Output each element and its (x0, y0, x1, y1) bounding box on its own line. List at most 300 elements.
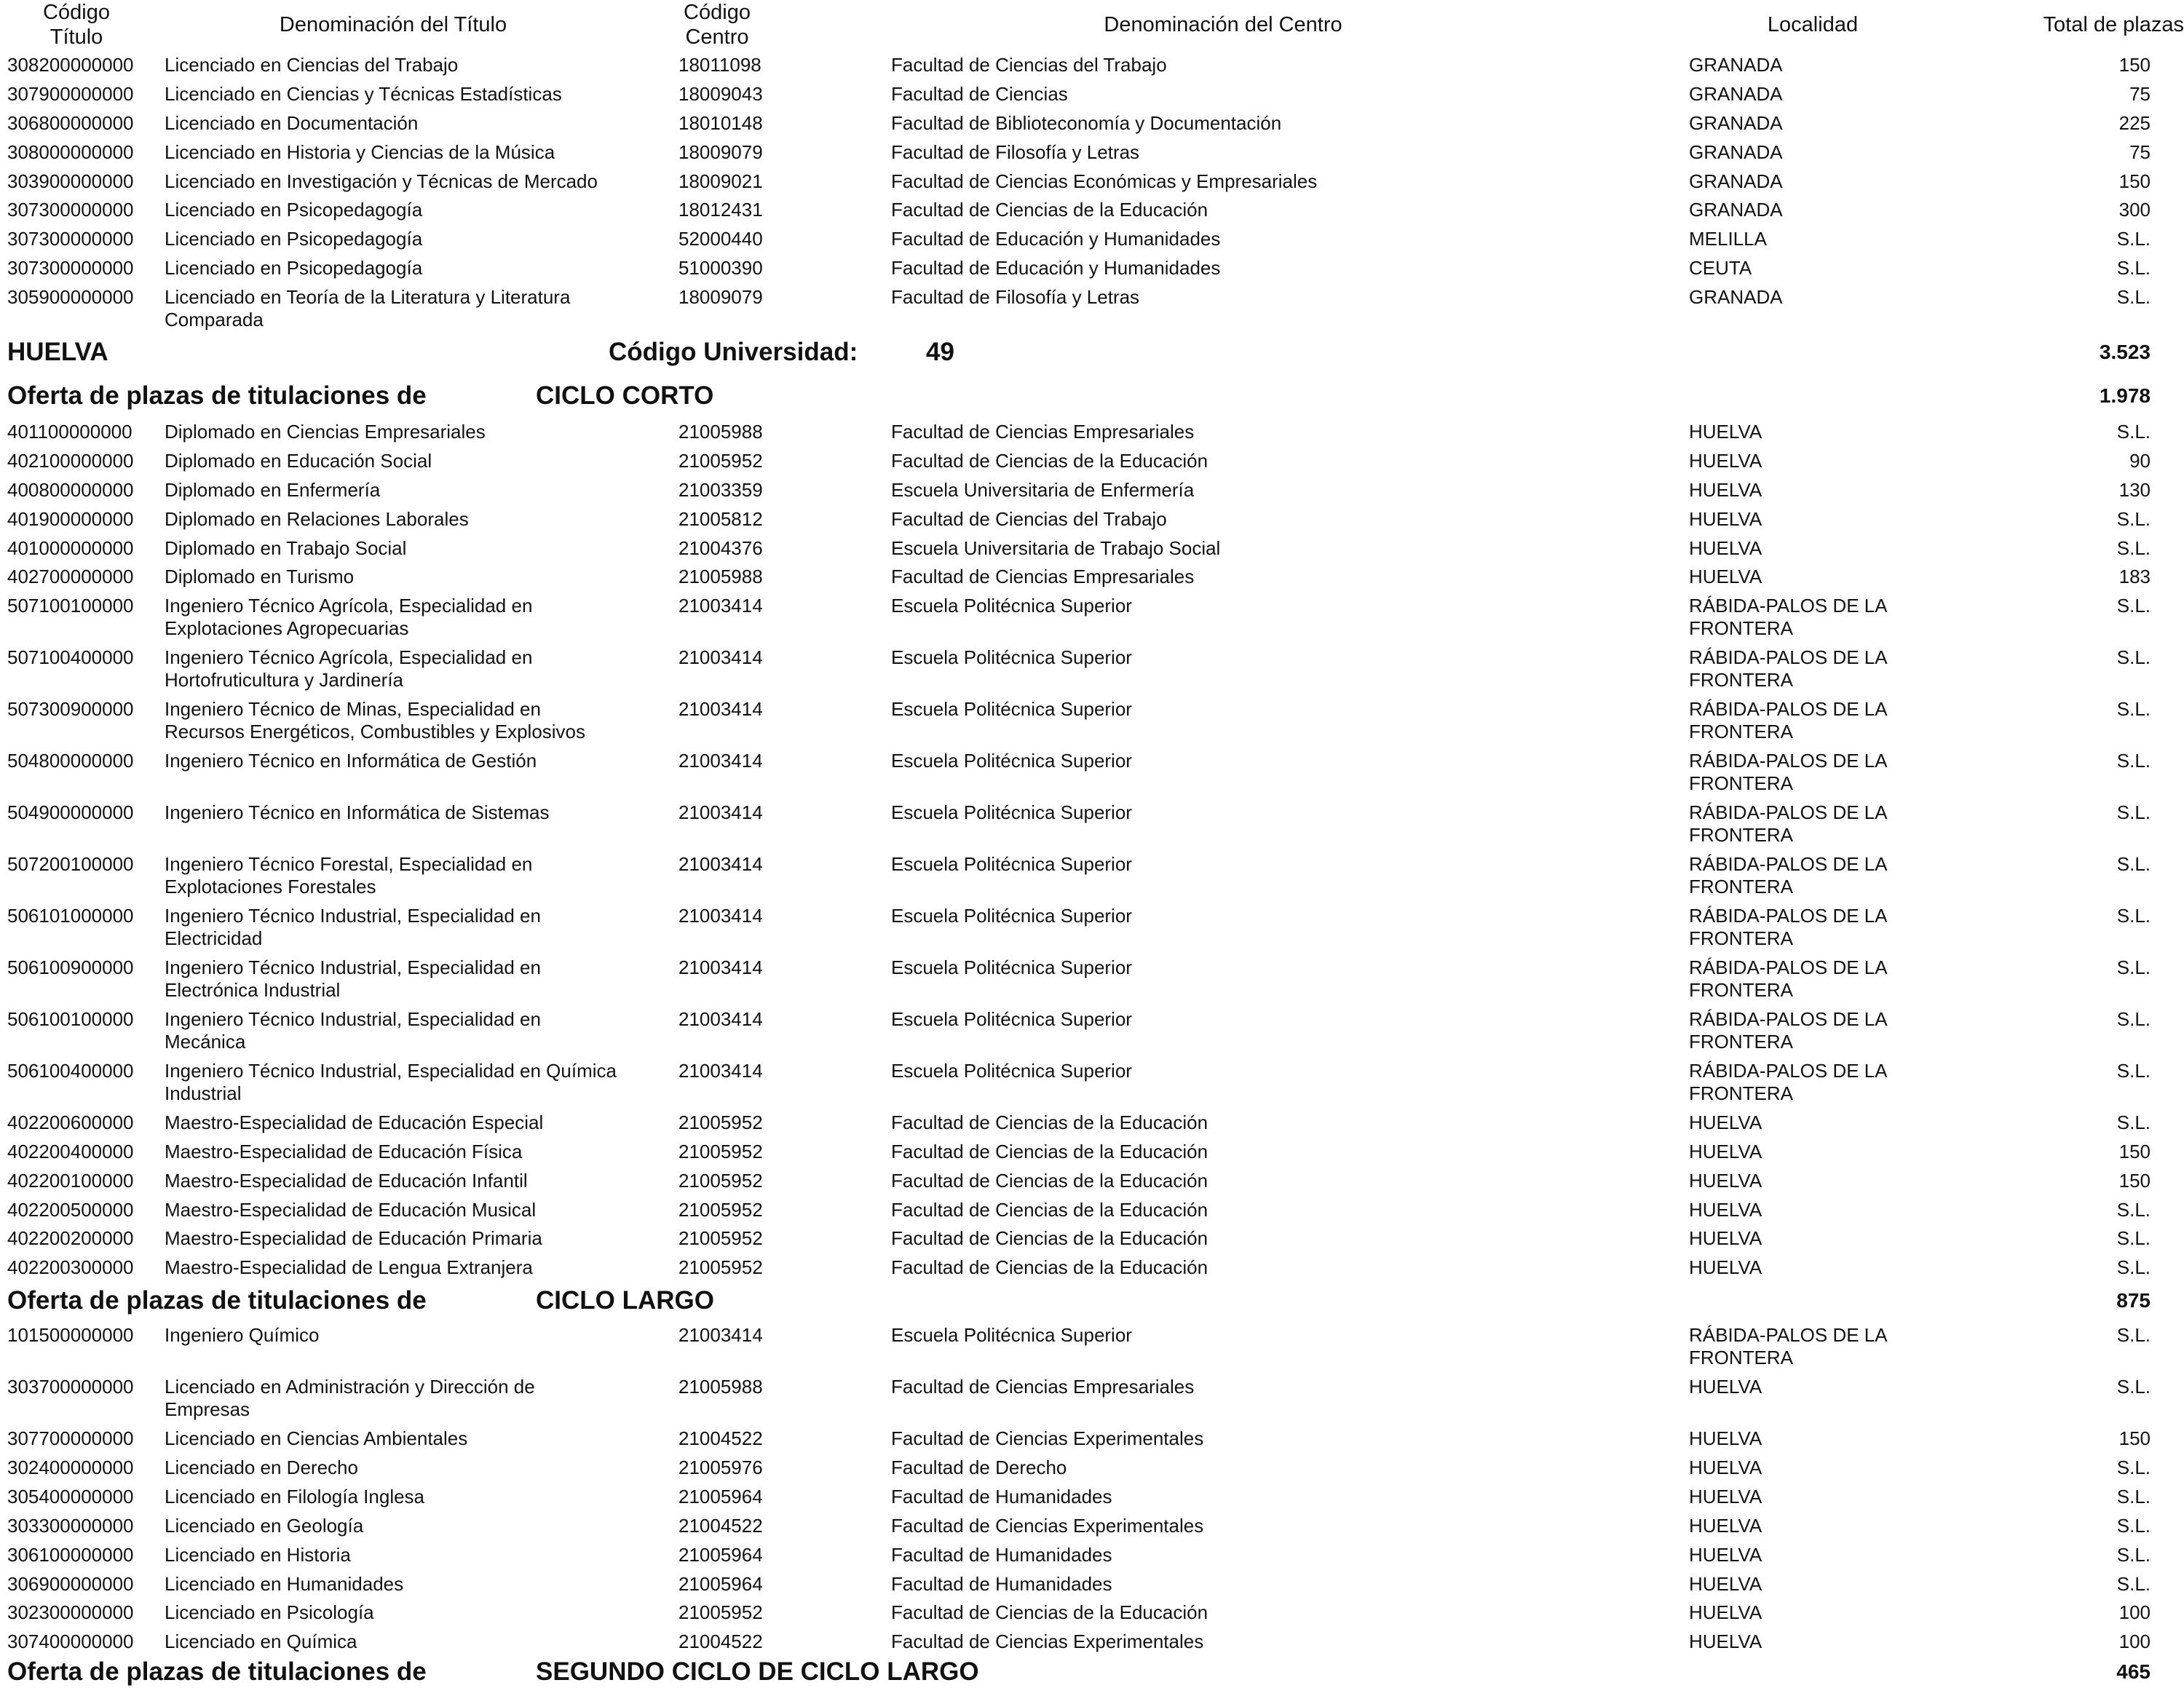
codigo-titulo: 307300000000 (7, 199, 134, 221)
denominacion-titulo (165, 646, 645, 692)
denominacion-centro: Facultad de Ciencias Experimentales (891, 1427, 1204, 1449)
localidad-line: RÁBIDA-PALOS DE LA (1689, 698, 1888, 720)
codigo-titulo: 303700000000 (7, 1376, 134, 1398)
codigo-centro: 21005952 (678, 1227, 763, 1249)
denominacion-titulo (165, 508, 645, 531)
localidad (1689, 905, 1980, 950)
localidad-line: GRANADA (1689, 199, 1783, 221)
denominacion-titulo-line: Maestro-Especialidad de Lengua Extranjera (165, 1256, 533, 1278)
denominacion-titulo (165, 257, 645, 280)
localidad-line: HUELVA (1689, 566, 1762, 587)
codigo-centro: 21003414 (678, 905, 763, 927)
denominacion-titulo (165, 1601, 645, 1624)
localidad-line: RÁBIDA-PALOS DE LA (1689, 750, 1888, 772)
header-codigo-titulo-line2: Título (50, 25, 103, 49)
codigo-titulo: 307700000000 (7, 1427, 134, 1449)
codigo-centro: 21003414 (678, 1324, 763, 1346)
total-plazas: 150 (2118, 1427, 2151, 1449)
section-ciclo-largo-name: CICLO LARGO (536, 1286, 714, 1315)
total-plazas: S.L. (2116, 421, 2151, 443)
denominacion-centro: Escuela Politécnica Superior (891, 750, 1132, 772)
denominacion-titulo-line: Ingeniero Técnico Agrícola, Especialidad en (165, 646, 533, 668)
denominacion-centro: Facultad de Ciencias Experimentales (891, 1515, 1204, 1537)
denominacion-titulo-line: Diplomado en Turismo (165, 566, 355, 587)
codigo-centro: 21003414 (678, 801, 763, 823)
codigo-titulo: 308000000000 (7, 141, 134, 163)
denominacion-titulo-line: Electrónica Industrial (165, 979, 341, 1001)
university-total: 3.523 (2099, 341, 2151, 363)
total-plazas: 75 (2129, 83, 2151, 105)
localidad (1689, 1601, 1980, 1624)
localidad (1689, 698, 1980, 743)
codigo-titulo: 305900000000 (7, 286, 134, 308)
localidad (1689, 479, 1980, 502)
codigo-centro: 21005988 (678, 1376, 763, 1398)
total-plazas: S.L. (2116, 956, 2151, 978)
localidad-line: FRONTERA (1689, 669, 1793, 691)
codigo-titulo: 401000000000 (7, 537, 134, 559)
denominacion-centro: Facultad de Ciencias de la Educación (891, 1170, 1208, 1192)
codigo-centro: 18009079 (678, 286, 763, 308)
codigo-titulo: 401100000000 (7, 421, 132, 443)
denominacion-titulo (165, 853, 645, 898)
localidad-line: HUELVA (1689, 1630, 1762, 1652)
denominacion-titulo (165, 1170, 645, 1192)
codigo-centro: 18009043 (678, 83, 763, 105)
localidad-line: RÁBIDA-PALOS DE LA (1689, 1324, 1888, 1346)
localidad (1689, 1170, 1980, 1192)
denominacion-centro: Facultad de Ciencias de la Educación (891, 1199, 1208, 1221)
denominacion-titulo-line: Ingeniero Técnico Industrial, Especialidad en (165, 956, 541, 978)
denominacion-titulo (165, 1141, 645, 1163)
denominacion-titulo-line: Ingeniero Técnico Industrial, Especialidad en Química (165, 1060, 617, 1082)
total-plazas: S.L. (2116, 1199, 2151, 1221)
codigo-centro: 21004522 (678, 1515, 763, 1537)
total-plazas: 183 (2118, 566, 2151, 587)
denominacion-titulo-line: Recursos Energéticos, Combustibles y Explosivos (165, 721, 586, 742)
section-ciclo-corto-label: Oferta de plazas de titulaciones de (7, 381, 427, 410)
denominacion-titulo-line: Licenciado en Historia y Ciencias de la Música (165, 141, 555, 163)
denominacion-titulo-line: Licenciado en Documentación (165, 112, 419, 134)
codigo-titulo: 305400000000 (7, 1486, 134, 1507)
denominacion-titulo (165, 1630, 645, 1653)
total-plazas: S.L. (2116, 595, 2151, 617)
total-plazas: S.L. (2116, 1060, 2151, 1082)
localidad (1689, 1008, 1980, 1053)
total-plazas: S.L. (2116, 286, 2151, 308)
denominacion-titulo-line: Licenciado en Psicología (165, 1601, 374, 1623)
codigo-centro: 18011098 (678, 54, 761, 76)
localidad-line: HUELVA (1689, 1427, 1762, 1449)
localidad (1689, 853, 1980, 898)
denominacion-centro: Facultad de Filosofía y Letras (891, 141, 1140, 163)
localidad (1689, 112, 1980, 135)
localidad-line: GRANADA (1689, 170, 1783, 192)
denominacion-titulo-line: Diplomado en Relaciones Laborales (165, 508, 469, 530)
denominacion-titulo-line: Licenciado en Ciencias del Trabajo (165, 54, 459, 76)
localidad-line: HUELVA (1689, 537, 1762, 559)
denominacion-titulo (165, 1457, 645, 1479)
denominacion-centro: Facultad de Ciencias de la Educación (891, 1601, 1208, 1623)
total-plazas: 90 (2129, 450, 2151, 472)
codigo-titulo: 402200400000 (7, 1141, 134, 1162)
localidad (1689, 537, 1980, 560)
localidad (1689, 801, 1980, 847)
header-codigo-centro-line2: Centro (685, 25, 749, 49)
codigo-centro: 21003414 (678, 956, 763, 978)
denominacion-titulo (165, 1112, 645, 1134)
denominacion-centro: Facultad de Ciencias Económicas y Empresariales (891, 170, 1318, 192)
denominacion-titulo-line: Mecánica (165, 1031, 246, 1053)
codigo-titulo: 302300000000 (7, 1601, 134, 1623)
codigo-titulo: 306100000000 (7, 1544, 134, 1566)
codigo-centro: 21005812 (678, 508, 763, 530)
codigo-titulo: 507100100000 (7, 595, 134, 617)
localidad-line: GRANADA (1689, 286, 1783, 308)
section-ciclo-largo-total: 875 (2116, 1289, 2151, 1312)
denominacion-titulo-line: Licenciado en Geología (165, 1515, 364, 1537)
localidad-line: HUELVA (1689, 1256, 1762, 1278)
localidad-line: HUELVA (1689, 1515, 1762, 1537)
denominacion-titulo (165, 1544, 645, 1566)
codigo-centro: 21003414 (678, 1060, 763, 1082)
codigo-centro: 21003414 (678, 750, 763, 772)
denominacion-titulo (165, 1227, 645, 1250)
header-codigo-centro (673, 0, 761, 49)
localidad-line: FRONTERA (1689, 617, 1793, 639)
localidad (1689, 141, 1980, 164)
section-segundo-ciclo-name: SEGUNDO CICLO DE CICLO LARGO (536, 1657, 979, 1686)
denominacion-centro: Facultad de Ciencias de la Educación (891, 1112, 1208, 1133)
denominacion-titulo (165, 1008, 645, 1053)
total-plazas: 150 (2118, 170, 2151, 192)
localidad-line: RÁBIDA-PALOS DE LA (1689, 595, 1888, 617)
denominacion-titulo-line: Hortofruticultura y Jardinería (165, 669, 404, 691)
section-segundo-ciclo-total: 465 (2116, 1660, 2151, 1683)
denominacion-titulo (165, 1515, 645, 1537)
localidad (1689, 595, 1980, 640)
denominacion-centro: Facultad de Ciencias Empresariales (891, 566, 1195, 587)
total-plazas: S.L. (2116, 1457, 2151, 1478)
localidad (1689, 1199, 1980, 1221)
denominacion-titulo-line: Maestro-Especialidad de Educación Primaria (165, 1227, 542, 1249)
codigo-titulo: 307300000000 (7, 257, 134, 279)
codigo-centro: 21005952 (678, 450, 763, 472)
localidad (1689, 1515, 1980, 1537)
localidad-line: HUELVA (1689, 479, 1762, 501)
denominacion-titulo (165, 1256, 645, 1279)
codigo-centro: 18009079 (678, 141, 763, 163)
codigo-titulo: 504900000000 (7, 801, 134, 823)
section-ciclo-corto-total: 1.978 (2099, 384, 2151, 407)
total-plazas: 75 (2129, 141, 2151, 163)
localidad (1689, 566, 1980, 588)
denominacion-titulo (165, 1486, 645, 1508)
university-header (0, 338, 2184, 367)
codigo-centro: 21005952 (678, 1141, 763, 1162)
codigo-centro: 21005988 (678, 566, 763, 587)
denominacion-titulo-line: Diplomado en Educación Social (165, 450, 432, 472)
codigo-centro: 21003414 (678, 698, 763, 720)
denominacion-centro: Escuela Universitaria de Trabajo Social (891, 537, 1221, 559)
header-denominacion-centro: Denominación del Centro (1104, 13, 1342, 36)
denominacion-titulo-line: Industrial (165, 1082, 242, 1104)
localidad-line: RÁBIDA-PALOS DE LA (1689, 1008, 1888, 1030)
codigo-centro: 21005964 (678, 1486, 763, 1507)
codigo-titulo: 400800000000 (7, 479, 134, 501)
denominacion-titulo-line: Electricidad (165, 927, 263, 949)
localidad-line: HUELVA (1689, 1112, 1762, 1133)
denominacion-centro: Escuela Politécnica Superior (891, 1324, 1132, 1346)
localidad (1689, 1112, 1980, 1134)
denominacion-titulo (165, 141, 645, 164)
codigo-titulo: 506100100000 (7, 1008, 134, 1030)
section-ciclo-corto (0, 381, 2184, 411)
denominacion-titulo-line: Comparada (165, 309, 264, 330)
codigo-titulo: 402200600000 (7, 1112, 134, 1133)
denominacion-titulo-line: Diplomado en Trabajo Social (165, 537, 407, 559)
localidad (1689, 646, 1980, 692)
localidad-line: RÁBIDA-PALOS DE LA (1689, 905, 1888, 927)
total-plazas: S.L. (2116, 1112, 2151, 1133)
denominacion-centro: Facultad de Humanidades (891, 1573, 1112, 1595)
denominacion-centro: Facultad de Ciencias de la Educación (891, 450, 1208, 472)
denominacion-titulo-line: Licenciado en Derecho (165, 1457, 358, 1478)
codigo-titulo: 307900000000 (7, 83, 134, 105)
localidad-line: HUELVA (1689, 1457, 1762, 1478)
localidad (1689, 1544, 1980, 1566)
denominacion-titulo-line: Licenciado en Psicopedagogía (165, 199, 423, 221)
codigo-titulo: 402200500000 (7, 1199, 134, 1221)
codigo-titulo: 307300000000 (7, 228, 134, 250)
localidad-line: HUELVA (1689, 1170, 1762, 1192)
denominacion-centro: Escuela Politécnica Superior (891, 853, 1132, 875)
localidad-line: FRONTERA (1689, 1347, 1793, 1368)
localidad (1689, 1227, 1980, 1250)
localidad-line: RÁBIDA-PALOS DE LA (1689, 853, 1888, 875)
total-plazas: S.L. (2116, 508, 2151, 530)
denominacion-centro: Escuela Politécnica Superior (891, 1008, 1132, 1030)
denominacion-centro: Facultad de Ciencias Experimentales (891, 1630, 1204, 1652)
localidad-line: FRONTERA (1689, 721, 1793, 742)
localidad-line: FRONTERA (1689, 772, 1793, 794)
codigo-titulo: 507300900000 (7, 698, 134, 720)
localidad-line: HUELVA (1689, 1227, 1762, 1249)
localidad (1689, 1060, 1980, 1105)
denominacion-titulo-line: Licenciado en Humanidades (165, 1573, 404, 1595)
localidad (1689, 1376, 1980, 1398)
denominacion-titulo-line: Ingeniero Técnico en Informática de Sistemas (165, 801, 550, 823)
denominacion-centro: Escuela Politécnica Superior (891, 646, 1132, 668)
codigo-centro: 21003414 (678, 595, 763, 617)
codigo-centro: 18012431 (678, 199, 763, 221)
codigo-titulo: 306900000000 (7, 1573, 134, 1595)
localidad (1689, 54, 1980, 76)
codigo-titulo: 303900000000 (7, 170, 134, 192)
denominacion-titulo (165, 199, 645, 221)
localidad-line: FRONTERA (1689, 1082, 1793, 1104)
localidad (1689, 1427, 1980, 1450)
denominacion-centro: Facultad de Ciencias de la Educación (891, 1227, 1208, 1249)
localidad (1689, 286, 1980, 309)
localidad (1689, 750, 1980, 795)
localidad-line: RÁBIDA-PALOS DE LA (1689, 956, 1888, 978)
codigo-centro: 21004522 (678, 1427, 763, 1449)
denominacion-titulo (165, 421, 645, 443)
denominacion-titulo (165, 905, 645, 950)
denominacion-titulo (165, 170, 645, 193)
denominacion-titulo-line: Diplomado en Enfermería (165, 479, 381, 501)
localidad (1689, 228, 1980, 250)
denominacion-centro: Escuela Politécnica Superior (891, 905, 1132, 927)
denominacion-centro: Escuela Politécnica Superior (891, 956, 1132, 978)
header-codigo-titulo (29, 0, 124, 49)
denominacion-centro: Escuela Universitaria de Enfermería (891, 479, 1195, 501)
denominacion-titulo-line: Ingeniero Técnico Industrial, Especialidad en (165, 905, 541, 927)
total-plazas: S.L. (2116, 228, 2151, 250)
denominacion-titulo (165, 1573, 645, 1596)
total-plazas: S.L. (2116, 853, 2151, 875)
denominacion-titulo-line: Explotaciones Agropecuarias (165, 617, 409, 639)
codigo-centro: 52000440 (678, 228, 763, 250)
denominacion-centro: Facultad de Ciencias del Trabajo (891, 508, 1167, 530)
header-total-plazas: Total de plazas (2043, 13, 2184, 36)
codigo-titulo: 402200100000 (7, 1170, 134, 1192)
denominacion-titulo-line: Ingeniero Técnico de Minas, Especialidad en (165, 698, 541, 720)
denominacion-centro: Facultad de Educación y Humanidades (891, 228, 1221, 250)
codigo-titulo: 506100400000 (7, 1060, 134, 1082)
localidad (1689, 1457, 1980, 1479)
total-plazas: 100 (2118, 1601, 2151, 1623)
total-plazas: 100 (2118, 1630, 2151, 1652)
localidad (1689, 1256, 1980, 1279)
denominacion-centro: Escuela Politécnica Superior (891, 1060, 1132, 1082)
denominacion-titulo (165, 450, 645, 472)
section-ciclo-largo-label: Oferta de plazas de titulaciones de (7, 1286, 427, 1315)
codigo-centro: 51000390 (678, 257, 763, 279)
localidad (1689, 1324, 1980, 1369)
localidad-line: GRANADA (1689, 141, 1783, 163)
university-code-label: Código Universidad: (609, 338, 858, 366)
codigo-centro: 21005952 (678, 1256, 763, 1278)
denominacion-titulo (165, 83, 645, 106)
denominacion-titulo (165, 479, 645, 502)
localidad (1689, 1573, 1980, 1596)
denominacion-titulo-line: Ingeniero Técnico Agrícola, Especialidad en (165, 595, 533, 617)
denominacion-titulo (165, 1324, 645, 1347)
denominacion-centro: Facultad de Ciencias Empresariales (891, 1376, 1195, 1398)
localidad-line: HUELVA (1689, 1544, 1762, 1566)
denominacion-titulo-line: Licenciado en Filología Inglesa (165, 1486, 425, 1507)
total-plazas: S.L. (2116, 1008, 2151, 1030)
denominacion-titulo-line: Maestro-Especialidad de Educación Especial (165, 1112, 544, 1133)
codigo-titulo: 307400000000 (7, 1630, 134, 1652)
denominacion-titulo-line: Licenciado en Investigación y Técnicas de Mercado (165, 170, 598, 192)
localidad-line: HUELVA (1689, 1376, 1762, 1398)
denominacion-centro: Escuela Politécnica Superior (891, 595, 1132, 617)
denominacion-centro: Facultad de Humanidades (891, 1544, 1112, 1566)
denominacion-centro: Facultad de Ciencias de la Educación (891, 199, 1208, 221)
codigo-titulo: 302400000000 (7, 1457, 134, 1478)
total-plazas: S.L. (2116, 750, 2151, 772)
denominacion-titulo (165, 1060, 645, 1105)
total-plazas: 150 (2118, 1170, 2151, 1192)
localidad (1689, 1486, 1980, 1508)
localidad (1689, 257, 1980, 280)
localidad (1689, 83, 1980, 106)
total-plazas: 150 (2118, 54, 2151, 76)
denominacion-titulo-line: Licenciado en Administración y Dirección de (165, 1376, 535, 1398)
header-codigo-centro-line1: Código (684, 1, 751, 24)
localidad-line: GRANADA (1689, 54, 1783, 76)
codigo-centro: 21005952 (678, 1199, 763, 1221)
university-name: HUELVA (7, 338, 108, 366)
denominacion-titulo (165, 228, 645, 250)
total-plazas: S.L. (2116, 1544, 2151, 1566)
total-plazas: S.L. (2116, 1324, 2151, 1346)
denominacion-centro: Facultad de Educación y Humanidades (891, 257, 1221, 279)
denominacion-titulo-line: Ingeniero Técnico en Informática de Gestión (165, 750, 537, 772)
denominacion-titulo (165, 750, 645, 772)
total-plazas: S.L. (2116, 537, 2151, 559)
denominacion-titulo-line: Licenciado en Ciencias y Técnicas Estadísticas (165, 83, 562, 105)
denominacion-centro: Facultad de Ciencias Empresariales (891, 421, 1195, 443)
codigo-centro: 21003414 (678, 646, 763, 668)
header-localidad: Localidad (1767, 13, 1859, 36)
localidad-line: FRONTERA (1689, 824, 1793, 846)
denominacion-titulo-line: Ingeniero Técnico Industrial, Especialidad en (165, 1008, 541, 1030)
denominacion-centro: Facultad de Ciencias de la Educación (891, 1256, 1208, 1278)
localidad-line: HUELVA (1689, 1486, 1762, 1507)
denominacion-titulo (165, 801, 645, 824)
localidad-line: RÁBIDA-PALOS DE LA (1689, 801, 1888, 823)
localidad-line: HUELVA (1689, 1141, 1762, 1162)
total-plazas: 225 (2118, 112, 2151, 134)
codigo-centro: 18009021 (678, 170, 763, 192)
denominacion-titulo-line: Licenciado en Psicopedagogía (165, 228, 423, 250)
denominacion-centro: Facultad de Ciencias de la Educación (891, 1141, 1208, 1162)
codigo-titulo: 402100000000 (7, 450, 134, 472)
denominacion-titulo-line: Licenciado en Teoría de la Literatura y Literatura (165, 286, 571, 308)
localidad-line: FRONTERA (1689, 1031, 1793, 1053)
localidad-line: HUELVA (1689, 1573, 1762, 1595)
codigo-centro: 21003414 (678, 1008, 763, 1030)
denominacion-titulo-line: Empresas (165, 1398, 250, 1420)
codigo-titulo: 504800000000 (7, 750, 134, 772)
total-plazas: S.L. (2116, 1256, 2151, 1278)
codigo-centro: 21005952 (678, 1112, 763, 1133)
denominacion-titulo-line: Maestro-Especialidad de Educación Infantil (165, 1170, 528, 1192)
denominacion-titulo (165, 595, 645, 640)
total-plazas: S.L. (2116, 905, 2151, 927)
localidad (1689, 508, 1980, 531)
localidad-line: HUELVA (1689, 508, 1762, 530)
denominacion-centro: Facultad de Ciencias (891, 83, 1068, 105)
denominacion-titulo-line: Licenciado en Química (165, 1630, 357, 1652)
denominacion-titulo-line: Diplomado en Ciencias Empresariales (165, 421, 486, 443)
denominacion-titulo (165, 956, 645, 1002)
localidad-line: HUELVA (1689, 421, 1762, 443)
codigo-titulo: 506100900000 (7, 956, 134, 978)
localidad-line: MELILLA (1689, 228, 1767, 250)
denominacion-titulo (165, 1427, 645, 1450)
localidad (1689, 1141, 1980, 1163)
total-plazas: S.L. (2116, 257, 2151, 279)
denominacion-titulo (165, 566, 645, 588)
localidad (1689, 421, 1980, 443)
codigo-titulo: 402200300000 (7, 1256, 134, 1278)
denominacion-centro: Escuela Politécnica Superior (891, 801, 1132, 823)
